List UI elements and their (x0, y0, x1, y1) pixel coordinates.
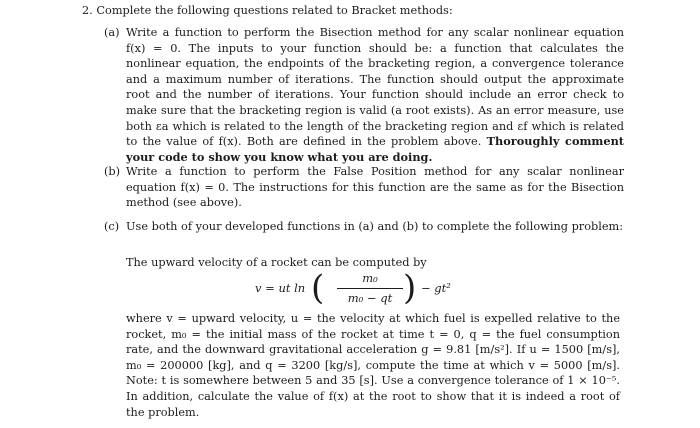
part-a-bold-instruction: Thoroughly comment your code to show you know what you are doing. (126, 134, 625, 164)
equation-denominator: m₀ − qt (347, 291, 393, 305)
equation-rhs: − gt² (421, 281, 451, 295)
part-a-label: (a) (104, 26, 120, 39)
part-a (104, 25, 624, 165)
part-b-label: (b) (104, 165, 121, 178)
equation-right-paren: ) (403, 268, 417, 308)
rocket-velocity-equation (255, 268, 455, 310)
problem-heading-text: Complete the following questions related to Bracket methods: (96, 4, 453, 17)
equation-fraction-bar (337, 288, 403, 289)
equation-lhs: v = ut ln (255, 281, 306, 295)
equation-numerator: m₀ (362, 271, 378, 285)
problem-number: 2. (82, 4, 93, 17)
part-c-text: Use both of your developed functions in (a) and (b) to complete the following problem: (126, 220, 624, 233)
rocket-problem-text: where v = upward velocity, u = the velocity at which fuel is expelled relative to the rocket, m₀ = the initial mass of the rocket at time t = 0, q = the fuel consumption rate, and the downward gravitational acceleration g = 9.81 [m/s²]. If u = 1500 [m/s], m₀ = 200000 [kg], and q = 3200 [kg/s], compute the time at which v = 5000 [m/s]. Note: t is somewhere between 5 and 35 [s]. Use a convergence tolerance of 1 × 10⁻⁵. In addition, calculate the value of f(x) at the root to show that it is indeed a root of the problem. (126, 312, 620, 419)
problem-heading (82, 3, 642, 19)
part-b-text: Write a function to perform the False Position method for any scalar nonlinear equation f(x) = 0. The instructions for this function are the same as for the Bisection method (see above). (126, 165, 624, 210)
equation-left-paren: ( (311, 268, 325, 308)
rocket-intro: The upward velocity of a rocket can be computed by (126, 256, 427, 269)
part-c-label: (c) (104, 220, 120, 233)
part-a-body: Write a function to perform the Bisection method for any scalar nonlinear equation f(x) = 0. The inputs to your function should be: a function that calculates the nonlinear equation, the endpoints of the bracketing region, a convergence tolerance and a maximum number of iterations. The function should output the approximate root and the number of iterations. Your function should include an error check to make sure that the bracketing region is valid (a root exists). As an error measure, use both εa which is related to the length of the bracketing region and εf which is related to the value of f(x). Both are defined in the problem above. (126, 26, 624, 149)
part-c (104, 219, 624, 235)
part-a-text (126, 25, 624, 165)
part-b (104, 164, 624, 211)
